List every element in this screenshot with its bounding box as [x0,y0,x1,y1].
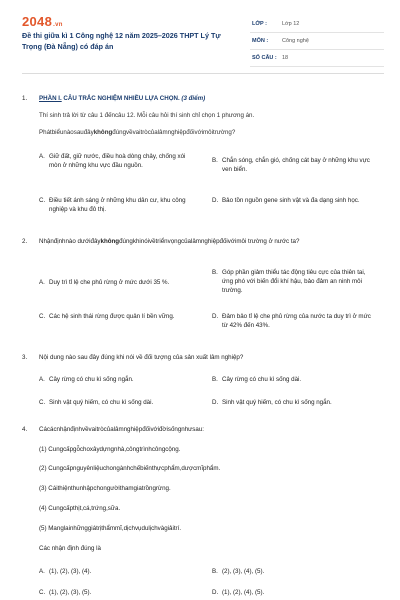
statement-item: (5) Manglainhữnggiátrịthẩmmĩ,dịchvụdulịchvàgiảitrí. [39,525,182,532]
meta-key: SỐ CÂU : [250,50,280,67]
option-text: Sinh vật quý hiếm, có chu kì sống ngắn. [222,399,332,406]
option-label: B. [212,157,218,164]
question-number: 3. [22,354,28,361]
option-label: D. [212,399,219,406]
question-3-text: Nội dung nào sau đây đúng khi nói về đối tượng của sản xuất lâm nghiệp? [39,354,244,361]
option-label: C. [39,589,46,596]
option-label: C. [39,313,46,320]
option-text: Cây rừng có chu kì sống ngắn. [49,376,134,383]
statement-item: (1) Cungcấpgỗchoxâydựngnhà,côngtrìnhcôngcộng. [39,446,181,453]
site-logo[interactable] [22,14,63,29]
option-label: B. [212,269,218,276]
meta-key: LỚP : [250,16,280,33]
option-label: D. [212,313,219,320]
question-number: 2. [22,238,28,245]
meta-table [250,16,384,67]
option-label: C. [39,197,46,204]
question-number: 1. [22,95,28,102]
option-text: Chắn sóng, chắn gió, chống cát bay ở những khu vực ven biển. [222,157,370,173]
option-label: D. [212,197,219,204]
document-title: Đề thi giữa kì 1 Công nghệ 12 năm 2025–2026 THPT Lý Tự Trọng (Đà Nẵng) có đáp án [22,31,221,51]
question-1-text [39,128,377,137]
option-label: A. [39,376,45,383]
q-emphasis: không [100,238,120,245]
section-part: PHẦN I. [39,95,62,102]
question-number: 4. [22,426,28,433]
meta-value: Công nghệ [280,33,384,50]
option-label: B. [212,568,218,575]
option-label: C. [39,399,46,406]
option-label: A. [39,279,45,286]
question-2-text [39,237,377,246]
logo-brand: 2048 [22,14,53,29]
question-4-text: Cácácnhậnđịnhvềvaitròcủalâmnghiệpđốivớiđờisốngnhưsau: [39,426,204,433]
section-instruction: Thí sinh trả lời từ câu 1 đếncâu 12. Mỗi câu hỏi thí sinh chỉ chọn 1 phương án. [39,112,255,119]
logo-suffix: .vn [53,22,63,28]
meta-row-subject [250,33,384,50]
option-text: Điều tiết ánh sáng ở những khu dân cư, khu công nghiệp và khu đô thị. [49,197,186,213]
header-divider [22,73,384,74]
option-text: Các hệ sinh thái rừng được quản lí bền vững. [49,313,175,320]
section-title [39,94,377,103]
statement-item: (4) Cungcấpthịt,cá,trứng,sữa. [39,505,121,512]
option-text: Góp phần giảm thiểu tác động tiêu cực của thiên tai, ứng phó với biến đổi khí hậu, bảo đảm an ninh môi trường. [222,269,366,294]
option-text: Cây rừng có chu kì sống dài. [222,376,302,383]
option-text: Duy trì tỉ lệ che phủ rừng ở mức dưới 35 %. [49,279,170,286]
section-points: (3 điểm) [181,95,206,102]
q-emphasis: không [93,129,113,136]
statement-item: (3) Cáithiệnthunhậpchongườithamgiatrồngrừng. [39,485,171,492]
meta-value: 18 [280,50,384,67]
option-text: (1), (2), (3), (4). [49,568,92,575]
statement-item: (2) Cungcấpnguyênliệuchongànhchếbiếnthựcphẩm,dượcmĩphẩm. [39,465,221,472]
q-pre: Phátbiểunàosauđây [39,129,94,136]
option-label: D. [212,589,219,596]
option-text: Bảo tồn nguồn gene sinh vật và đa dạng sinh học. [222,197,360,204]
q-post: đúngkhinóivềtriểnvọngcủalâmnghiệpđốivớimôi trường ở nước ta? [119,238,300,245]
header [0,0,400,72]
option-label: A. [39,153,45,160]
option-text: (1), (2), (3), (5). [49,589,92,596]
q-post: đúngvềvaitròcủalâmnghiệpđốivớimôitrường? [112,129,236,136]
option-text: Đảm bảo tỉ lệ che phủ rừng của nước ta duy trì ở mức từ 42% đến 43%. [222,313,371,329]
question-4-prompt: Các nhận định đúng là [39,545,101,552]
meta-key: MÔN : [250,33,280,50]
section-title-text: CÂU TRẮC NGHIỆM NHIỀU LỰA CHỌN. [61,95,182,102]
option-text: Giữ đất, giữ nước, điều hoà dòng chảy, chống xói mòn ở những khu vực đầu nguồn. [49,153,186,169]
q-pre: Nhậnđịnhnào dướiđây [39,238,101,245]
meta-row-count [250,50,384,67]
option-label: B. [212,376,218,383]
option-text: Sinh vật quý hiếm, có chu kì sống dài. [49,399,154,406]
option-label: A. [39,568,45,575]
meta-row-class [250,16,384,33]
option-text: (1), (2), (4), (5). [222,589,265,596]
meta-value: Lớp 12 [280,16,384,33]
option-text: (2), (3), (4), (5). [222,568,265,575]
